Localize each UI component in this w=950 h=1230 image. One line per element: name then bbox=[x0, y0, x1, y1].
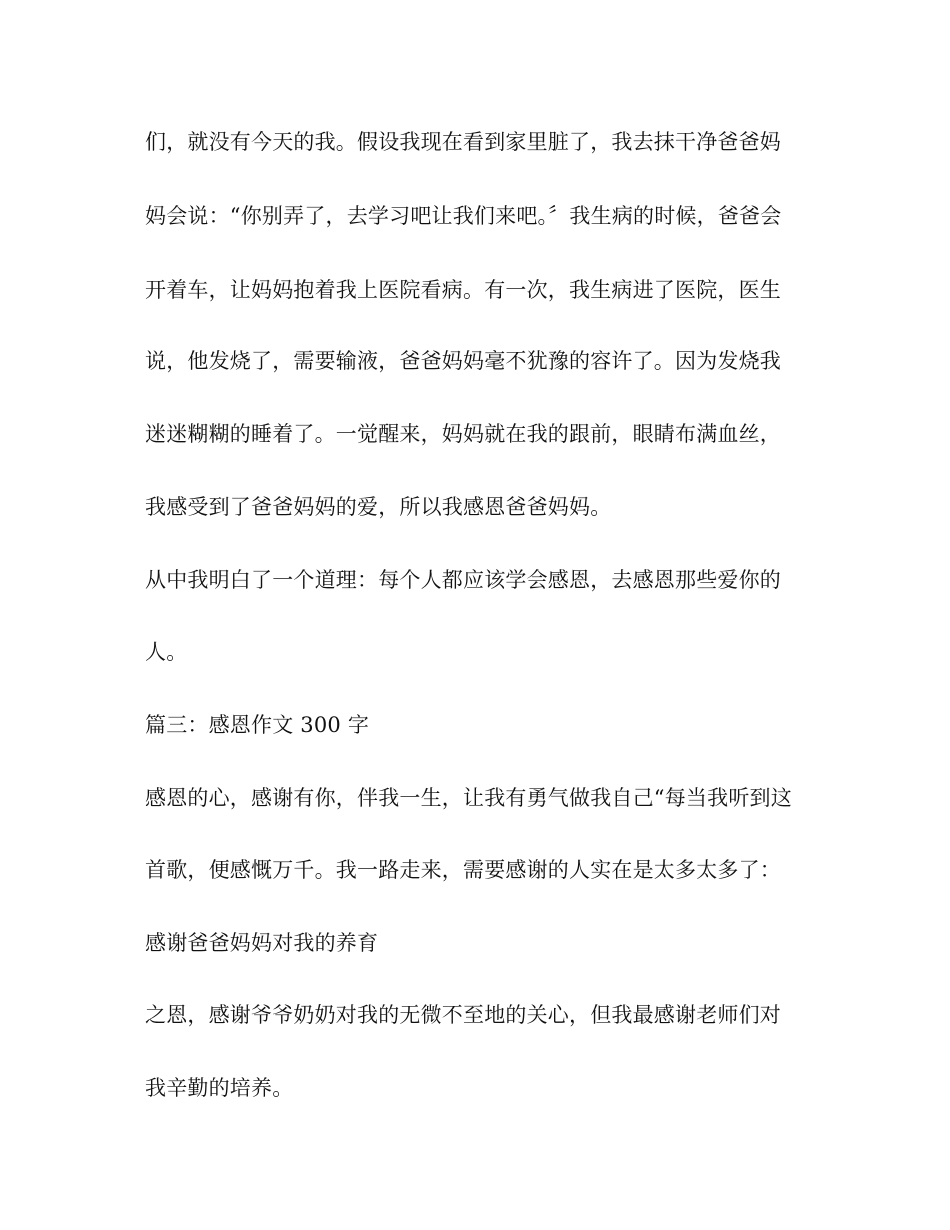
paragraph-line: 开着车，让妈妈抱着我上医院看病。有一次，我生病进了医院，医生 bbox=[145, 278, 781, 302]
paragraph-line: 从中我明白了一个道理：每个人都应该学会感恩，去感恩那些爱你的 bbox=[145, 568, 781, 592]
paragraph-line: 之恩，感谢爷爷奶奶对我的无微不至地的关心，但我最感谢老师们对 bbox=[145, 1003, 781, 1027]
paragraph-line: 我感受到了爸爸妈妈的爱，所以我感恩爸爸妈妈。 bbox=[145, 495, 612, 519]
paragraph-line: 人。 bbox=[145, 640, 188, 664]
paragraph-line: 感恩的心，感谢有你，伴我一生，让我有勇气做我自己“每当我听到这 bbox=[145, 786, 792, 810]
section-heading: 篇三：感恩作文 300 字 bbox=[145, 713, 370, 737]
paragraph-line: 说，他发烧了，需要输液，爸爸妈妈毫不犹豫的容许了。因为发烧我 bbox=[145, 349, 781, 373]
paragraph-line: 妈会说：“你别弄了，去学习吧让我们来吧。〞我生病的时候，爸爸会 bbox=[145, 204, 782, 228]
paragraph-line: 迷迷糊糊的睡着了。一觉醒来，妈妈就在我的跟前，眼睛布满血丝， bbox=[145, 422, 781, 446]
paragraph-line: 我辛勤的培养。 bbox=[145, 1076, 294, 1100]
paragraph-line: 感谢爸爸妈妈对我的养育 bbox=[145, 931, 379, 955]
paragraph-line: 们，就没有今天的我。假设我现在看到家里脏了，我去抹干净爸爸妈 bbox=[145, 130, 781, 154]
paragraph-line: 首歌，便感慨万千。我一路走来，需要感谢的人实在是太多太多了： bbox=[145, 858, 781, 882]
